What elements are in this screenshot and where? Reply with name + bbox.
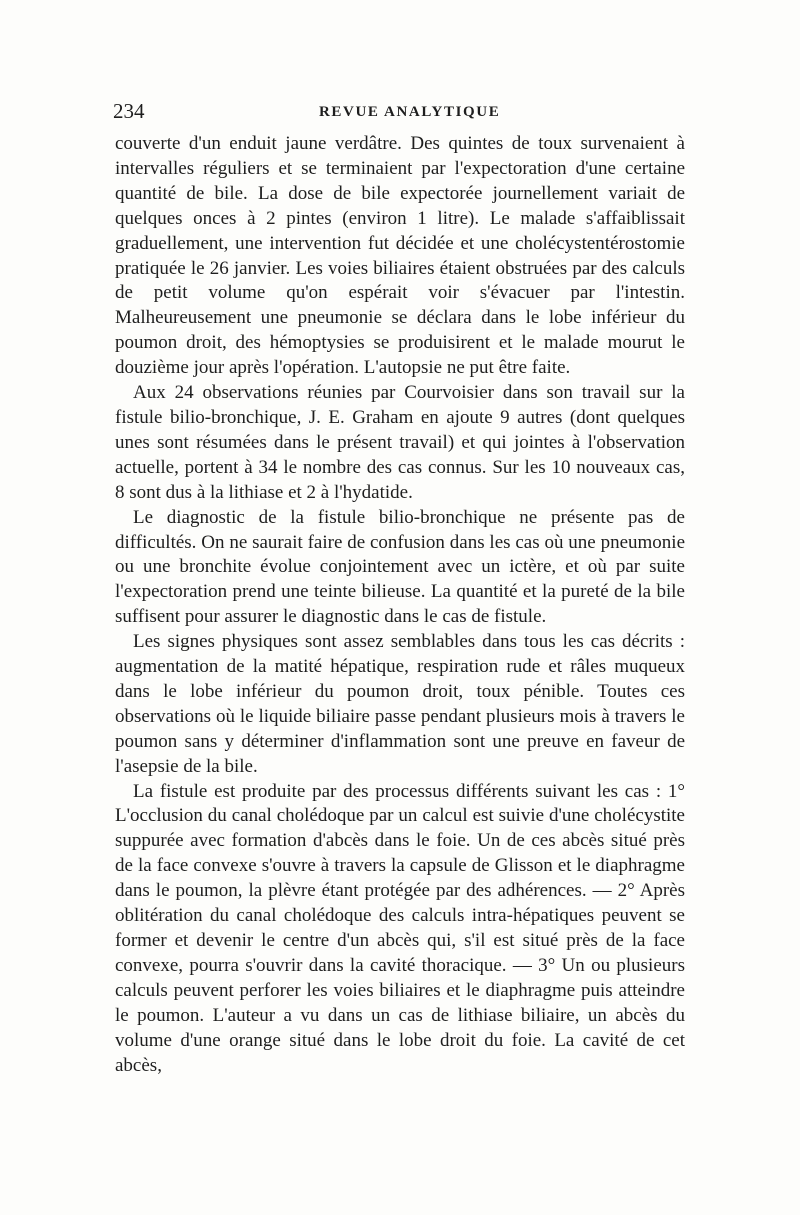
running-head (113, 98, 699, 124)
running-title: REVUE ANALYTIQUE (319, 104, 501, 120)
paragraph: La fistule est produite par des processus différents suivant les cas : 1° L'occlusion du canal cholédoque par un calcul est suivie d'une cholécystite suppurée avec formation d'abcès dans le foie. Un de ces abcès situé près de la face convexe s'ouvre à travers la capsule de Glisson et le diaphragme dans le poumon, la plèvre étant protégée par des adhérences. — 2° Après oblitération du canal cholédoque des calculs intra-hépatiques peuvent se former et devenir le centre d'un abcès qui, s'il est situé près de la face convexe, pourra s'ouvrir dans la cavité thoracique. — 3° Un ou plusieurs calculs peuvent perforer les voies biliaires et le diaphragme puis atteindre le poumon. L'auteur a vu dans un cas de lithiase biliaire, un abcès du volume d'une orange situé dans le lobe droit du foie. La cavité de cet abcès, (115, 780, 685, 1076)
paragraph: Les signes physiques sont assez semblables dans tous les cas décrits : augmentation de la matité hépatique, respiration rude et râles muqueux dans le lobe inférieur du poumon droit, toux pénible. Toutes ces observations où le liquide biliaire passe pendant plusieurs mois à travers le poumon sans y déterminer d'inflammation sont une preuve en faveur de l'asepsie de la bile. (115, 631, 685, 777)
paragraph: Aux 24 observations réunies par Courvoisier dans son travail sur la fistule bilio-bronchique, J. E. Graham en ajoute 9 autres (dont quelques unes sont résumées dans le présent travail) et qui jointes à l'observation actuelle, portent à 34 le nombre des cas connus. Sur les 10 nouveaux cas, 8 sont dus à la lithiase et 2 à l'hydatide. (115, 382, 685, 503)
paragraph-continued: couverte d'un enduit jaune verdâtre. Des quintes de toux survenaient à intervalles réguliers et se terminaient par l'expectoration d'une certaine quantité de bile. La dose de bile expectorée journellement variait de quelques onces à 2 pintes (environ 1 litre). Le malade s'affaiblissait graduellement, une intervention fut décidée et une cholécystentérostomie pratiquée le 26 janvier. Les voies biliaires étaient obstruées par des calculs de petit volume qu'on espérait voir s'évacuer par l'intestin. Malheureusement une pneumonie se déclara dans le lobe inférieur du poumon droit, des hémoptysies se produisirent et le malade mourut le douzième jour après l'opération. L'autopsie ne put être faite. (115, 133, 685, 379)
paragraph: Le diagnostic de la fistule bilio-bronchique ne présente pas de difficultés. On ne saurait faire de confusion dans les cas où une pneumonie ou une bronchite évolue conjointement avec un ictère, et où par suite l'expectoration prend une teinte bilieuse. La quantité et la pureté de la bile suffisent pour assurer le diagnostic dans le cas de fistule. (115, 506, 685, 628)
page-number: 234 (113, 99, 145, 123)
body-text (115, 132, 685, 1078)
